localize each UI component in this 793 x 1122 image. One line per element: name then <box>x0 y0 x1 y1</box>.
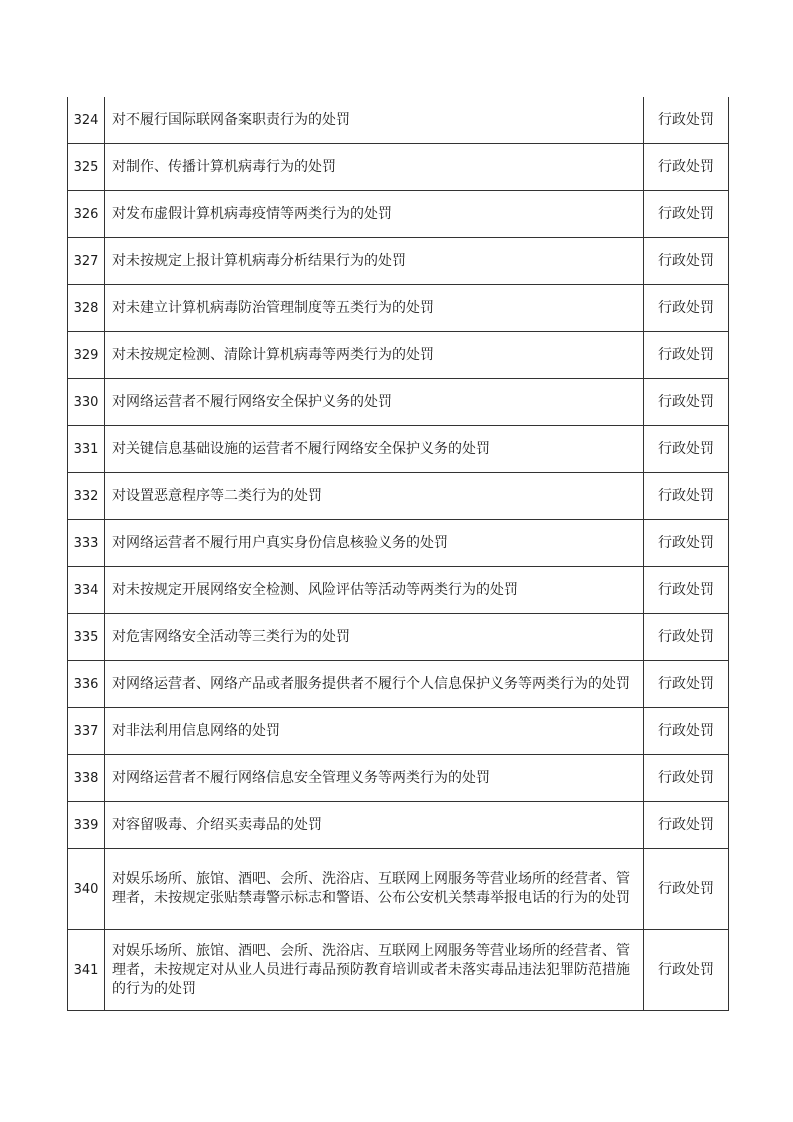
table-row <box>68 661 729 708</box>
row-item-type: 行政处罚 <box>644 426 729 473</box>
row-item-name: 对网络运营者、网络产品或者服务提供者不履行个人信息保护义务等两类行为的处罚 <box>105 661 644 708</box>
row-item-name: 对设置恶意程序等二类行为的处罚 <box>105 473 644 520</box>
row-item-name: 对不履行国际联网备案职责行为的处罚 <box>105 97 644 144</box>
row-item-type: 行政处罚 <box>644 238 729 285</box>
row-number: 338 <box>68 755 105 802</box>
table-row <box>68 614 729 661</box>
row-item-type: 行政处罚 <box>644 379 729 426</box>
row-number: 334 <box>68 567 105 614</box>
row-item-name: 对网络运营者不履行用户真实身份信息核验义务的处罚 <box>105 520 644 567</box>
table-row <box>68 520 729 567</box>
table-row <box>68 567 729 614</box>
row-item-type: 行政处罚 <box>644 661 729 708</box>
row-item-type: 行政处罚 <box>644 849 729 930</box>
row-item-type: 行政处罚 <box>644 614 729 661</box>
row-item-name: 对发布虚假计算机病毒疫情等两类行为的处罚 <box>105 191 644 238</box>
row-number: 324 <box>68 97 105 144</box>
row-number: 329 <box>68 332 105 379</box>
row-item-type: 行政处罚 <box>644 520 729 567</box>
penalty-items-table <box>67 97 729 1011</box>
row-item-type: 行政处罚 <box>644 802 729 849</box>
table-row <box>68 97 729 144</box>
row-number: 340 <box>68 849 105 930</box>
table-row <box>68 473 729 520</box>
row-item-name: 对网络运营者不履行网络信息安全管理义务等两类行为的处罚 <box>105 755 644 802</box>
row-item-type: 行政处罚 <box>644 97 729 144</box>
row-item-type: 行政处罚 <box>644 285 729 332</box>
row-item-name: 对制作、传播计算机病毒行为的处罚 <box>105 144 644 191</box>
row-item-type: 行政处罚 <box>644 191 729 238</box>
row-item-type: 行政处罚 <box>644 473 729 520</box>
table-row <box>68 285 729 332</box>
table-row <box>68 144 729 191</box>
table-row <box>68 191 729 238</box>
table-row <box>68 930 729 1011</box>
table-row <box>68 426 729 473</box>
table-row <box>68 708 729 755</box>
row-number: 337 <box>68 708 105 755</box>
row-number: 335 <box>68 614 105 661</box>
row-item-type: 行政处罚 <box>644 708 729 755</box>
row-item-name: 对非法利用信息网络的处罚 <box>105 708 644 755</box>
row-number: 333 <box>68 520 105 567</box>
row-number: 332 <box>68 473 105 520</box>
row-number: 327 <box>68 238 105 285</box>
row-number: 331 <box>68 426 105 473</box>
row-item-type: 行政处罚 <box>644 332 729 379</box>
row-item-name: 对未按规定上报计算机病毒分析结果行为的处罚 <box>105 238 644 285</box>
row-item-name: 对网络运营者不履行网络安全保护义务的处罚 <box>105 379 644 426</box>
table-row <box>68 849 729 930</box>
row-number: 339 <box>68 802 105 849</box>
row-item-name: 对未建立计算机病毒防治管理制度等五类行为的处罚 <box>105 285 644 332</box>
row-number: 325 <box>68 144 105 191</box>
row-item-type: 行政处罚 <box>644 930 729 1011</box>
row-item-name: 对娱乐场所、旅馆、酒吧、会所、洗浴店、互联网上网服务等营业场所的经营者、管理者，未按规定对从业人员进行毒品预防教育培训或者未落实毒品违法犯罪防范措施的行为的处罚 <box>105 930 644 1011</box>
row-number: 328 <box>68 285 105 332</box>
row-number: 336 <box>68 661 105 708</box>
table-row <box>68 755 729 802</box>
table-row <box>68 238 729 285</box>
row-item-name: 对未按规定检测、清除计算机病毒等两类行为的处罚 <box>105 332 644 379</box>
row-item-type: 行政处罚 <box>644 567 729 614</box>
row-item-name: 对容留吸毒、介绍买卖毒品的处罚 <box>105 802 644 849</box>
row-item-type: 行政处罚 <box>644 755 729 802</box>
row-item-type: 行政处罚 <box>644 144 729 191</box>
row-item-name: 对未按规定开展网络安全检测、风险评估等活动等两类行为的处罚 <box>105 567 644 614</box>
table-row <box>68 332 729 379</box>
table-row <box>68 802 729 849</box>
row-number: 341 <box>68 930 105 1011</box>
row-item-name: 对娱乐场所、旅馆、酒吧、会所、洗浴店、互联网上网服务等营业场所的经营者、管理者，未按规定张贴禁毒警示标志和警语、公布公安机关禁毒举报电话的行为的处罚 <box>105 849 644 930</box>
row-number: 326 <box>68 191 105 238</box>
table-row <box>68 379 729 426</box>
row-item-name: 对关键信息基础设施的运营者不履行网络安全保护义务的处罚 <box>105 426 644 473</box>
row-item-name: 对危害网络安全活动等三类行为的处罚 <box>105 614 644 661</box>
row-number: 330 <box>68 379 105 426</box>
